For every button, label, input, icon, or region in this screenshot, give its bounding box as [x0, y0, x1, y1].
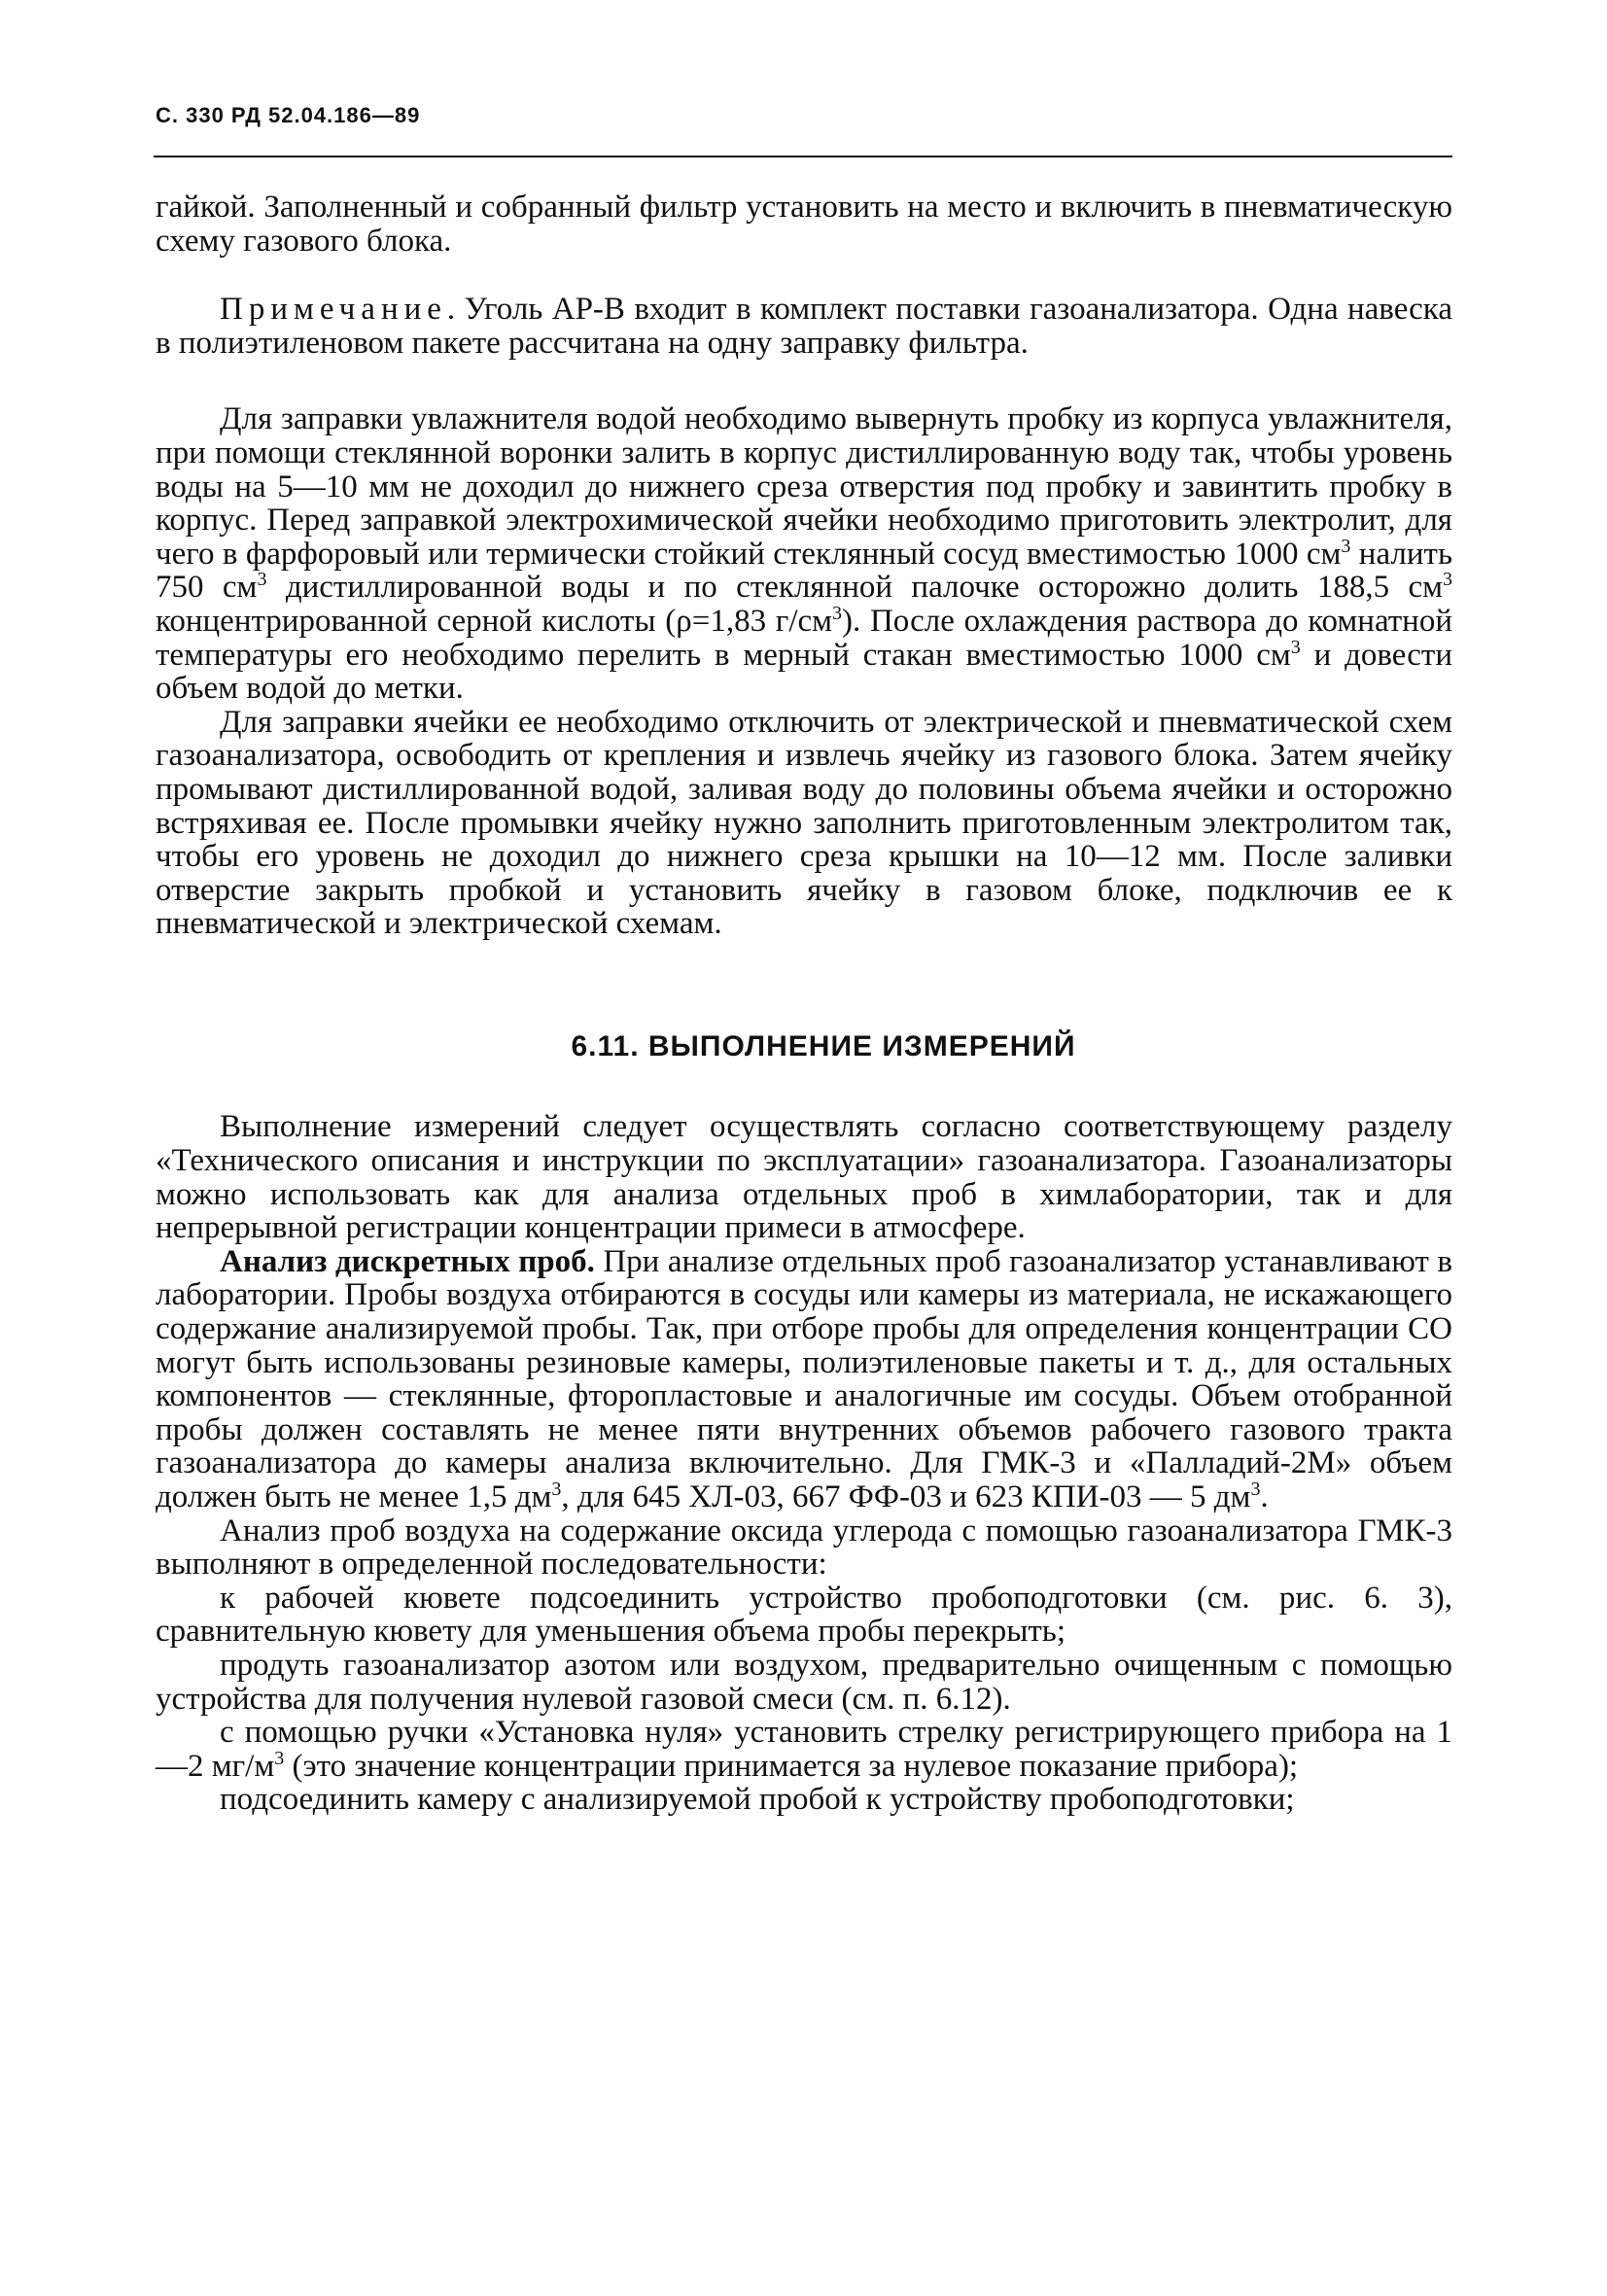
paragraph-humidifier: Для заправки увлажнителя водой необходимо вывернуть пробку из корпуса увлажнителя, при помощи стеклянной воронки залить в корпус дистиллированную воду так, чтобы уровень воды на 5—10 мм не доходил до нижнего среза отверстия под пробку и завинтить пробку в корпус. Перед заправкой электрохимической ячейки необходимо приготовить электролит, для чего в фарфоровый или термически стойкий стеклянный сосуд вместимостью 1000 $см^3$ налить 750 $см^3$ дистиллированной воды и по стеклянной палочке осторожно долить 188,5 $см^3$ концентрированной серной кислоты (ρ=1,83 $г/см^3$). После охлаждения раствора до комнатной температуры его необходимо перелить в мерный стакан вместимостью 1000 $см^3$ и довести объем водой до метки.	[156, 401, 1453, 707]
note-paragraph: Примечание. Уголь АР-В входит в комплект поставки газоанализатора. Одна навеска в полиэтиленовом пакете рассчитана на одну заправку фильтра.	[156, 292, 1452, 361]
paragraph-cell-filling: Для заправки ячейки ее необходимо отключить от электрической и пневматической схем газоанализатора, освободить от крепления и извлечь ячейку из газового блока. Затем ячейку промывают дистиллированной водой, заливая воду до половины объема ячейки и осторожно встряхивая ее. После промывки ячейку нужно заполнить приготовленным электролитом так, чтобы его уровень не доходил до нижнего среза крышки на 10—12 мм. После заливки отверстие закрыть пробкой и установить ячейку в газовом блоке, подключив ее к пневматической и электрической схемам.	[156, 704, 1452, 942]
section-title: 6.11. ВЫПОЛНЕНИЕ ИЗМЕРЕНИЙ	[571, 1029, 1076, 1062]
list-item: продуть газоанализатор азотом или воздухом, предварительно очищенным с помощью устройства для получения нулевой газовой смеси (см. п. 6.12).	[156, 1647, 1452, 1717]
note-label: Примечание	[220, 292, 447, 328]
header-rule	[154, 156, 1452, 157]
paragraph-co-analysis: Анализ проб воздуха на содержание оксида углерода с помощью газоанализатора ГМК-3 выполняют в определенной последовательности:	[156, 1513, 1452, 1583]
list-item: с помощью ручки «Установка нуля» установить стрелку регистрирующего прибора на 1—2 $мг/м^3$ (это значение концентрации принимается за нулевое показание прибора);	[156, 1715, 1452, 1784]
list-item: к рабочей кювете подсоединить устройство пробоподготовки (см. рис. 6. 3), сравнительную кювету для уменьшения объема пробы перекрыть;	[156, 1580, 1452, 1650]
paragraph-filter-continuation: гайкой. Заполненный и собранный фильтр установить на место и включить в пневматическую схему газового блока.	[156, 190, 1452, 259]
list-item: подсоединить камеру с анализируемой пробой к устройству пробоподготовки;	[220, 1782, 1295, 1818]
running-header: С. 330 РД 52.04.186—89	[156, 103, 421, 127]
paragraph-discrete-samples: Анализ дискретных проб. При анализе отдельных проб газоанализатор устанавливают в лаборатории. Пробы воздуха отбираются в сосуды или камеры из материала, не искажающего содержание анализируемой пробы. Так, при отборе пробы для определения концентрации СО могут быть использованы резиновые камеры, полиэтиленовые пакеты и т. д., для остальных компонентов — стеклянные, фторопластовые и аналогичные им сосуды. Объем отобранной пробы должен составлять не менее пяти внутренних объемов рабочего газового тракта газоанализатора до камеры анализа включительно. Для ГМК-3 и «Палладий-2М» объем должен быть не менее 1,5 $дм^3$, для 645 ХЛ-03, 667 ФФ-03 и 623 КПИ-03 — 5 $дм^3$.	[156, 1243, 1452, 1514]
discrete-samples-heading: Анализ дискретных проб.	[220, 1243, 595, 1279]
document-body	[156, 191, 1452, 1817]
paragraph-measurements: Выполнение измерений следует осуществлять согласно соответствующему разделу «Технического описания и инструкции по эксплуатации» газоанализатора. Газоанализаторы можно использовать как для анализа отдельных проб в химлаборатории, так и для непрерывной регистрации концентрации примеси в атмосфере.	[156, 1109, 1452, 1246]
